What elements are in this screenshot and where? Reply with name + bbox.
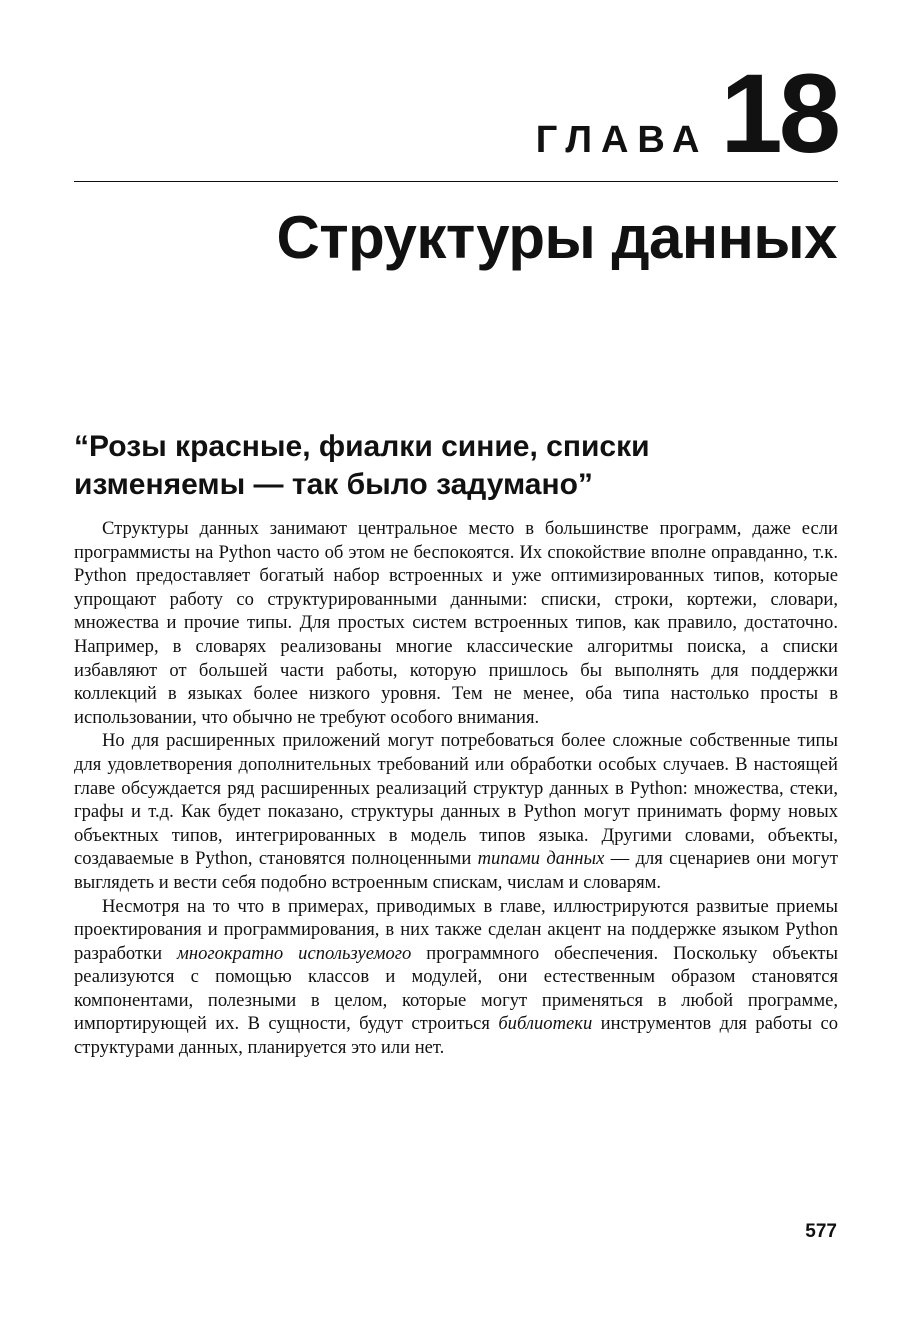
emphasis-text: многократно используемого [177, 942, 412, 964]
emphasis-text: библиотеки [498, 1013, 593, 1035]
chapter-heading [535, 51, 837, 176]
section-heading-line: “Розы красные, фиалки синие, списки [74, 430, 650, 463]
paragraph-text: Несмотря на то что в примерах, приводимых в главе, иллюстрируются развитые приемы проектирования и программирования, в них также сделан акцент на поддержке языком Python разработки [74, 895, 838, 964]
chapter-number: 18 [720, 51, 837, 176]
section-heading-line: изменяемы — так было задумано” [74, 468, 593, 501]
chapter-label: ГЛАВА [535, 119, 709, 161]
section-heading [74, 428, 838, 504]
paragraph [74, 895, 838, 1060]
paragraph-text: программного обеспечения. Поскольку объекты реализуются с помощью классов и модулей, они естественным образом становятся компонентами, полезными в целом, которые могут применяться в любой программе, импортирующей их. В сущности, будут строиться [74, 942, 838, 1035]
paragraph [74, 729, 838, 894]
paragraph-text: — для сценариев они могут выглядеть и вести себя подобно встроенным спискам, числам и словарям. [74, 848, 838, 893]
paragraph-text: инструментов для работы со структурами данных, планируется это или нет. [74, 1013, 839, 1059]
chapter-title: Структуры данных [276, 204, 837, 271]
chapter-rule [74, 181, 838, 182]
body-text [74, 517, 838, 1060]
paragraph-text: Структуры данных занимают центральное место в большинстве программ, даже если программисты на Python часто об этом не беспокоятся. Их спокойствие вполне оправданно, т.к. Python предоставляет богатый набор встроенных и уже оптимизированных типов, которые упрощают работу со структурированными данными: списки, строки, кортежи, словари, множества и прочие типы. Для простых систем встроенных типов, как правило, достаточно. Например, в словарях реализованы многие классические алгоритмы поиска, а списки избавляют от большей части работы, которую пришлось бы выполнять для поддержки коллекций в языках более низкого уровня. Тем не менее, оба типа настолько просты в использовании, что обычно не требуют особого внимания. [74, 518, 838, 728]
page-number: 577 [805, 1221, 837, 1242]
paragraph-text: Но для расширенных приложений могут потребоваться более сложные собственные типы для удовлетворения дополнительных требований или обработки особых случаев. В настоящей главе обсуждается ряд расширенных реализаций структур данных в Python: множества, стеки, графы и т.д. Как будет показано, структуры данных в Python могут принимать форму новых объектных типов, интегрированных в модель типов языка. Другими словами, объекты, создаваемые в Python, становятся полноценными [74, 730, 838, 870]
paragraph [74, 517, 838, 729]
emphasis-text: типами данных [477, 848, 605, 870]
